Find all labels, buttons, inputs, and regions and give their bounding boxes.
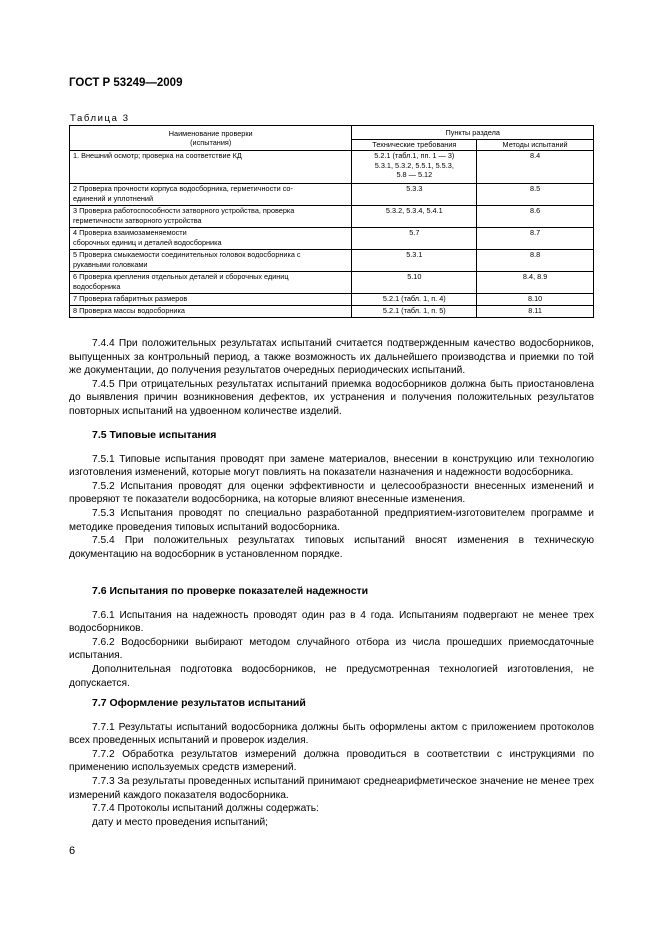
table-caption: Таблица 3 bbox=[70, 113, 130, 124]
heading-7-5: 7.5 Типовые испытания bbox=[92, 429, 217, 441]
heading-7-6: 7.6 Испытания по проверке показателей надежности bbox=[92, 585, 369, 597]
table-row bbox=[70, 228, 594, 250]
test-methods-cell: 8.4 bbox=[477, 151, 594, 184]
technical-requirements-cell: 5.3.3 bbox=[352, 184, 477, 206]
technical-requirements-cell: 5.2.1 (табл. 1, п. 5) bbox=[352, 306, 477, 318]
check-name-cell: 3 Проверка работоспособности затворного устройства, проверка герметичности затворного устройства bbox=[70, 206, 352, 228]
technical-requirements-cell: 5.3.2, 5.3.4, 5.4.1 bbox=[352, 206, 477, 228]
technical-requirements-cell: 5.10 bbox=[352, 272, 477, 294]
paragraph-7-6-2-additional: Дополнительная подготовка водосборников, не предусмотренная технологией изготовления, не допускается. bbox=[69, 663, 594, 689]
paragraph-7-5-2: 7.5.2 Испытания проводят для оценки эффективности и целесообразности внесенных изменений и проверяют те показатели водосборника, на которые влияют внесенные изменения. bbox=[69, 480, 594, 506]
test-methods-cell: 8.4, 8.9 bbox=[477, 272, 594, 294]
header-check-name: Наименование проверки (испытания) bbox=[70, 126, 352, 151]
heading-7-7: 7.7 Оформление результатов испытаний bbox=[92, 697, 306, 709]
check-name-cell: 5 Проверка смыкаемости соединительных головок водосборника с рукавными головками bbox=[70, 250, 352, 272]
paragraph-7-7-3: 7.7.3 За результаты проведенных испытаний принимают среднеарифметическое значение не менее трех измерений каждого показателя водосборника. bbox=[69, 775, 594, 801]
paragraph-7-7-1: 7.7.1 Результаты испытаний водосборника должны быть оформлены актом с приложением протоколов всех проведенных испытаний и проверок изделия. bbox=[69, 721, 594, 747]
technical-requirements-cell: 5.2.1 (табл. 1, п. 4) bbox=[352, 294, 477, 306]
table-row bbox=[70, 294, 594, 306]
test-methods-cell: 8.10 bbox=[477, 294, 594, 306]
test-methods-cell: 8.11 bbox=[477, 306, 594, 318]
technical-requirements-cell: 5.7 bbox=[352, 228, 477, 250]
table-row bbox=[70, 250, 594, 272]
check-name-cell: 7 Проверка габаритных размеров bbox=[70, 294, 352, 306]
paragraph-7-6-1: 7.6.1 Испытания на надежность проводят один раз в 4 года. Испытаниям подвергают не менее трех водосборников. bbox=[69, 609, 594, 635]
paragraph-7-5-1: 7.5.1 Типовые испытания проводят при замене материалов, внесении в конструкцию или технологию изготовления изменений, которые могут повлиять на показатели назначения и надежности водосборника. bbox=[69, 453, 594, 479]
table-row bbox=[70, 206, 594, 228]
table-row bbox=[70, 184, 594, 206]
paragraph-7-5-3: 7.5.3 Испытания проводят по специально разработанной предприятием-изготовителем программе и методике проведения типовых испытаний водосборника. bbox=[69, 507, 594, 533]
header-section-points: Пункты раздела bbox=[352, 126, 594, 140]
inspection-table bbox=[69, 125, 594, 318]
paragraph-7-7-4-item: дату и место проведения испытаний; bbox=[92, 816, 268, 828]
section-7-7 bbox=[69, 697, 594, 829]
paragraph-7-7-4: 7.7.4 Протоколы испытаний должны содержать: bbox=[92, 803, 319, 815]
check-name-cell: 4 Проверка взаимозаменяемости сборочных единиц и деталей водосборника bbox=[70, 228, 352, 250]
technical-requirements-cell: 5.2.1 (табл.1, пп. 1 — 3) 5.3.1, 5.3.2, 5.5.1, 5.5.3, 5.8 — 5.12 bbox=[352, 151, 477, 184]
check-name-cell: 6 Проверка крепления отдельных деталей и сборочных единиц водосборника bbox=[70, 272, 352, 294]
check-name-cell: 2 Проверка прочности корпуса водосборника, герметичности со- единений и уплотнений bbox=[70, 184, 352, 206]
document-code: ГОСТ Р 53249—2009 bbox=[69, 77, 183, 89]
test-methods-cell: 8.7 bbox=[477, 228, 594, 250]
header-test-methods: Методы испытаний bbox=[477, 140, 594, 151]
paragraph-7-6-2: 7.6.2 Водосборники выбирают методом случайного отбора из числа прошедших приемосдаточные испытания. bbox=[69, 636, 594, 662]
section-7-6 bbox=[69, 585, 594, 690]
header-technical-requirements: Технические требования bbox=[352, 140, 477, 151]
check-name-cell: 1. Внешний осмотр; проверка на соответствие КД bbox=[70, 151, 352, 184]
check-name-cell: 8 Проверка массы водосборника bbox=[70, 306, 352, 318]
paragraph-7-7-2: 7.7.2 Обработка результатов измерений должна проводиться в соответствии с инструкциями по применению используемых средств измерений. bbox=[69, 748, 594, 774]
test-methods-cell: 8.6 bbox=[477, 206, 594, 228]
table-row bbox=[70, 306, 594, 318]
paragraph-7-4-4: 7.4.4 При положительных результатах испытаний считается подтвержденным качество водосборников, выпущенных за контрольный период, а также возможность их дальнейшего производства и приемки по той же документации, до получения результатов очередных периодических испытаний. bbox=[69, 338, 594, 377]
test-methods-cell: 8.8 bbox=[477, 250, 594, 272]
section-7-5 bbox=[69, 429, 594, 561]
paragraph-7-4-5: 7.4.5 При отрицательных результатах испытаний приемка водосборников должна быть приостановлена до выявления причин возникновения дефектов, их устранения и получения положительных результатов повторных испытаний на удвоенном количестве изделий. bbox=[69, 378, 594, 417]
paragraph-7-5-4: 7.5.4 При положительных результатах типовых испытаний вносят изменения в техническую документацию на водосборник в установленном порядке. bbox=[69, 535, 594, 560]
page-number: 6 bbox=[69, 845, 76, 857]
test-methods-cell: 8.5 bbox=[477, 184, 594, 206]
text-block-1 bbox=[69, 337, 594, 419]
table-row bbox=[70, 151, 594, 184]
technical-requirements-cell: 5.3.1 bbox=[352, 250, 477, 272]
table-row bbox=[70, 272, 594, 294]
